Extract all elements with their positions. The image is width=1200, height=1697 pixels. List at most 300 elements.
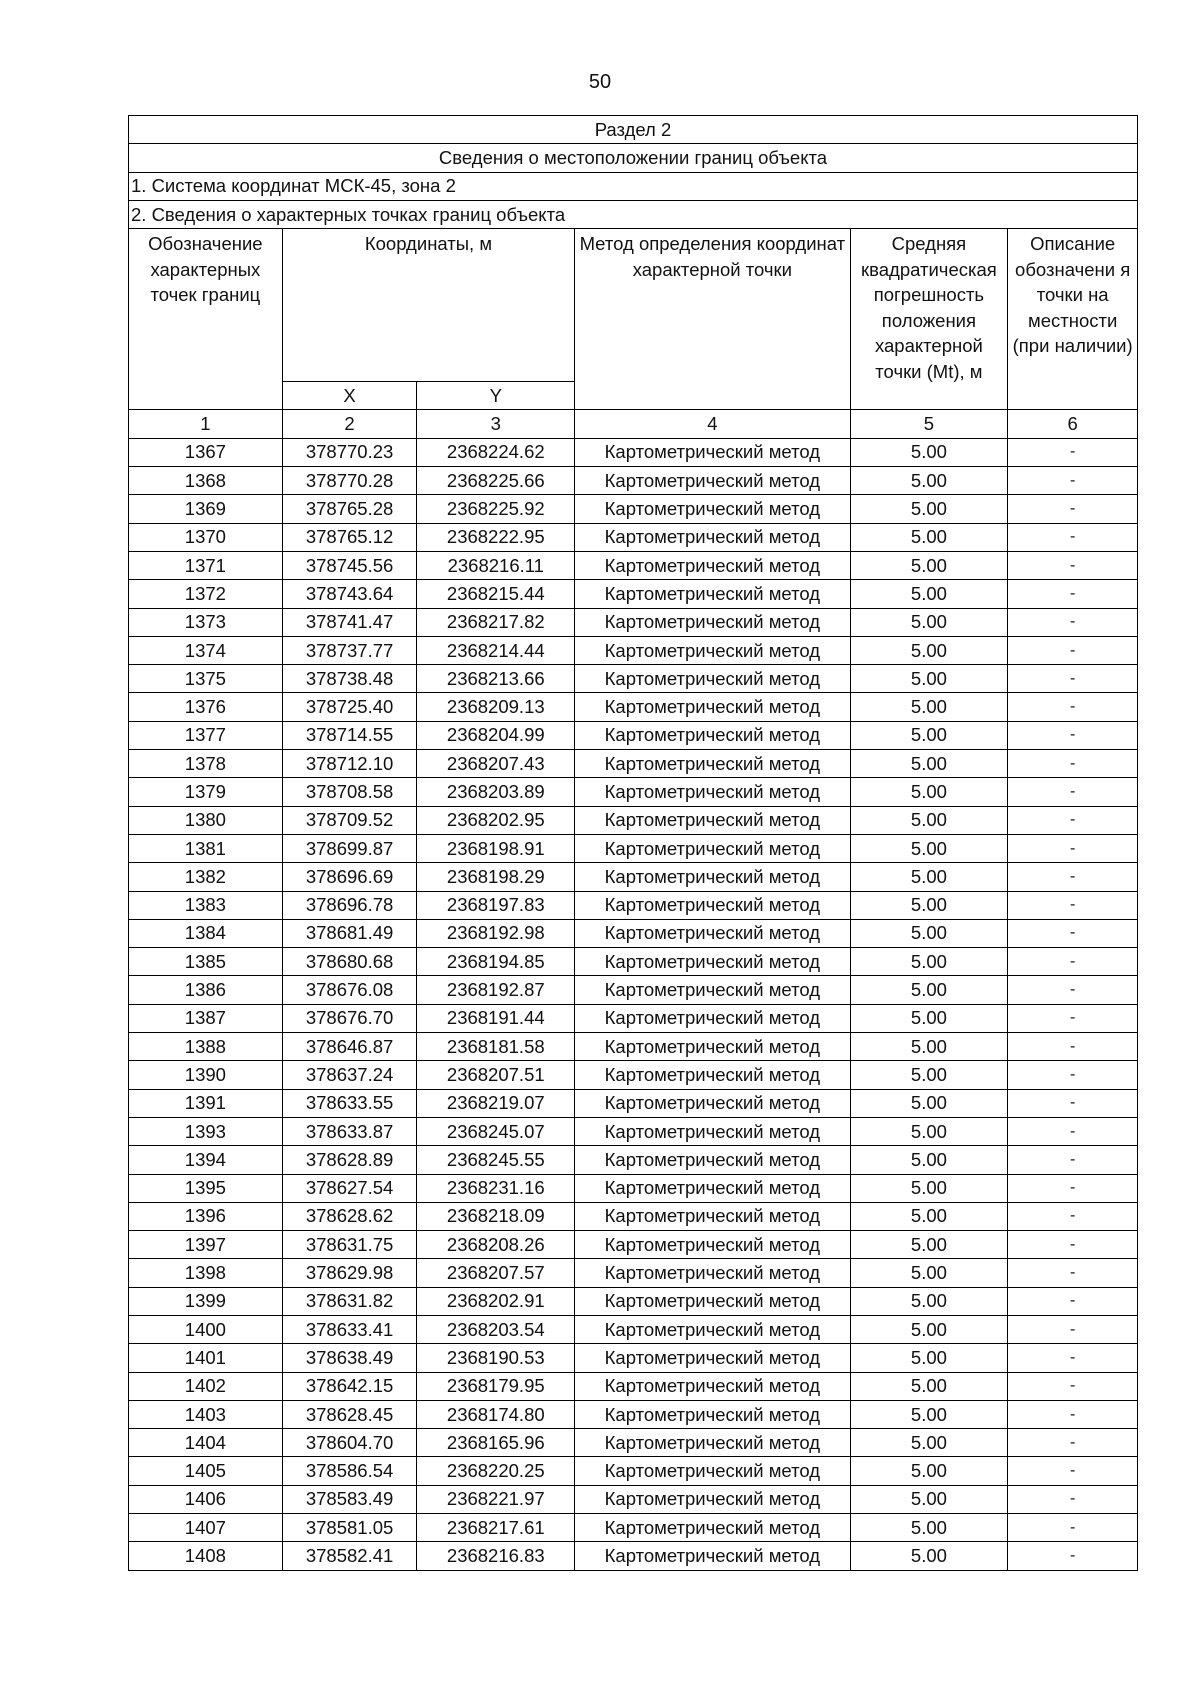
point-id-cell: 1398 [129, 1259, 283, 1287]
description-cell: - [1008, 948, 1138, 976]
description-cell: - [1008, 1457, 1138, 1485]
x-cell: 378770.23 [282, 438, 417, 466]
description-cell: - [1008, 1089, 1138, 1117]
description-cell: - [1008, 1146, 1138, 1174]
table-row [129, 1400, 1138, 1428]
method-cell: Картометрический метод [575, 863, 850, 891]
point-id-cell: 1375 [129, 665, 283, 693]
point-id-cell: 1383 [129, 891, 283, 919]
method-cell: Картометрический метод [575, 891, 850, 919]
error-cell: 5.00 [850, 1117, 1008, 1145]
method-cell: Картометрический метод [575, 948, 850, 976]
table-row [129, 1372, 1138, 1400]
table-row [129, 1429, 1138, 1457]
y-cell: 2368191.44 [417, 1004, 575, 1032]
y-cell: 2368245.55 [417, 1146, 575, 1174]
x-cell: 378642.15 [282, 1372, 417, 1400]
method-cell: Картометрический метод [575, 551, 850, 579]
point-id-cell: 1402 [129, 1372, 283, 1400]
x-cell: 378676.70 [282, 1004, 417, 1032]
method-cell: Картометрический метод [575, 976, 850, 1004]
method-cell: Картометрический метод [575, 1146, 850, 1174]
description-cell: - [1008, 778, 1138, 806]
table-row [129, 551, 1138, 579]
x-cell: 378631.75 [282, 1231, 417, 1259]
error-cell: 5.00 [850, 693, 1008, 721]
error-cell: 5.00 [850, 1259, 1008, 1287]
y-cell: 2368174.80 [417, 1400, 575, 1428]
x-cell: 378708.58 [282, 778, 417, 806]
x-cell: 378743.64 [282, 580, 417, 608]
x-cell: 378627.54 [282, 1174, 417, 1202]
description-cell: - [1008, 1202, 1138, 1230]
x-cell: 378712.10 [282, 750, 417, 778]
description-cell: - [1008, 551, 1138, 579]
error-cell: 5.00 [850, 1146, 1008, 1174]
header-row [129, 229, 1138, 382]
column-number: 1 [129, 410, 283, 438]
x-cell: 378696.69 [282, 863, 417, 891]
y-cell: 2368207.57 [417, 1259, 575, 1287]
x-cell: 378633.41 [282, 1315, 417, 1343]
x-cell: 378633.87 [282, 1117, 417, 1145]
table-row [129, 467, 1138, 495]
table-row [129, 665, 1138, 693]
point-id-cell: 1382 [129, 863, 283, 891]
method-cell: Картометрический метод [575, 1315, 850, 1343]
x-cell: 378696.78 [282, 891, 417, 919]
description-cell: - [1008, 1514, 1138, 1542]
x-cell: 378738.48 [282, 665, 417, 693]
point-id-cell: 1390 [129, 1061, 283, 1089]
error-cell: 5.00 [850, 1429, 1008, 1457]
point-id-cell: 1372 [129, 580, 283, 608]
table-row [129, 1287, 1138, 1315]
table-row [129, 976, 1138, 1004]
section-subtitle: Сведения о местоположении границ объекта [129, 144, 1138, 172]
y-cell: 2368231.16 [417, 1174, 575, 1202]
section-subtitle-row [129, 144, 1138, 172]
error-cell: 5.00 [850, 467, 1008, 495]
error-cell: 5.00 [850, 919, 1008, 947]
method-cell: Картометрический метод [575, 1514, 850, 1542]
point-id-cell: 1388 [129, 1033, 283, 1061]
header-method: Метод определения координат характерной точки [575, 229, 850, 410]
error-cell: 5.00 [850, 1542, 1008, 1570]
table-row [129, 636, 1138, 664]
description-cell: - [1008, 1061, 1138, 1089]
y-cell: 2368190.53 [417, 1344, 575, 1372]
y-cell: 2368192.87 [417, 976, 575, 1004]
description-cell: - [1008, 1372, 1138, 1400]
y-cell: 2368207.51 [417, 1061, 575, 1089]
x-cell: 378699.87 [282, 834, 417, 862]
error-cell: 5.00 [850, 1457, 1008, 1485]
description-cell: - [1008, 495, 1138, 523]
method-cell: Картометрический метод [575, 1033, 850, 1061]
method-cell: Картометрический метод [575, 1231, 850, 1259]
point-id-cell: 1374 [129, 636, 283, 664]
error-cell: 5.00 [850, 806, 1008, 834]
x-cell: 378714.55 [282, 721, 417, 749]
coord-system: 1. Система координат МСК-45, зона 2 [129, 172, 1138, 200]
x-cell: 378631.82 [282, 1287, 417, 1315]
description-cell: - [1008, 1004, 1138, 1032]
x-cell: 378633.55 [282, 1089, 417, 1117]
error-cell: 5.00 [850, 551, 1008, 579]
y-cell: 2368203.89 [417, 778, 575, 806]
description-cell: - [1008, 608, 1138, 636]
point-id-cell: 1394 [129, 1146, 283, 1174]
x-cell: 378770.28 [282, 467, 417, 495]
table-row [129, 523, 1138, 551]
method-cell: Картометрический метод [575, 1259, 850, 1287]
method-cell: Картометрический метод [575, 636, 850, 664]
description-cell: - [1008, 1259, 1138, 1287]
description-cell: - [1008, 1485, 1138, 1513]
error-cell: 5.00 [850, 976, 1008, 1004]
y-cell: 2368218.09 [417, 1202, 575, 1230]
x-cell: 378583.49 [282, 1485, 417, 1513]
error-cell: 5.00 [850, 1202, 1008, 1230]
point-id-cell: 1391 [129, 1089, 283, 1117]
error-cell: 5.00 [850, 1231, 1008, 1259]
description-cell: - [1008, 1117, 1138, 1145]
description-cell: - [1008, 1287, 1138, 1315]
method-cell: Картометрический метод [575, 1429, 850, 1457]
error-cell: 5.00 [850, 721, 1008, 749]
table-row [129, 1457, 1138, 1485]
y-cell: 2368217.82 [417, 608, 575, 636]
point-id-cell: 1377 [129, 721, 283, 749]
table-row [129, 1117, 1138, 1145]
method-cell: Картометрический метод [575, 1061, 850, 1089]
method-cell: Картометрический метод [575, 1542, 850, 1570]
y-cell: 2368198.29 [417, 863, 575, 891]
method-cell: Картометрический метод [575, 806, 850, 834]
y-cell: 2368224.62 [417, 438, 575, 466]
table-row [129, 438, 1138, 466]
table-row [129, 495, 1138, 523]
description-cell: - [1008, 834, 1138, 862]
y-cell: 2368245.07 [417, 1117, 575, 1145]
section-title-row [129, 116, 1138, 144]
y-cell: 2368192.98 [417, 919, 575, 947]
error-cell: 5.00 [850, 1400, 1008, 1428]
point-id-cell: 1369 [129, 495, 283, 523]
point-id-cell: 1380 [129, 806, 283, 834]
error-cell: 5.00 [850, 948, 1008, 976]
error-cell: 5.00 [850, 438, 1008, 466]
x-cell: 378629.98 [282, 1259, 417, 1287]
point-id-cell: 1381 [129, 834, 283, 862]
table-row [129, 863, 1138, 891]
method-cell: Картометрический метод [575, 495, 850, 523]
table-row [129, 1344, 1138, 1372]
method-cell: Картометрический метод [575, 467, 850, 495]
description-cell: - [1008, 438, 1138, 466]
error-cell: 5.00 [850, 636, 1008, 664]
x-cell: 378765.12 [282, 523, 417, 551]
point-id-cell: 1368 [129, 467, 283, 495]
x-cell: 378765.28 [282, 495, 417, 523]
boundary-points-table [128, 115, 1138, 1571]
x-cell: 378581.05 [282, 1514, 417, 1542]
table-row [129, 608, 1138, 636]
table-row [129, 1231, 1138, 1259]
y-cell: 2368203.54 [417, 1315, 575, 1343]
y-cell: 2368165.96 [417, 1429, 575, 1457]
error-cell: 5.00 [850, 495, 1008, 523]
method-cell: Картометрический метод [575, 1174, 850, 1202]
description-cell: - [1008, 1542, 1138, 1570]
table-row [129, 1004, 1138, 1032]
table-row [129, 750, 1138, 778]
method-cell: Картометрический метод [575, 721, 850, 749]
table-row [129, 580, 1138, 608]
x-cell: 378745.56 [282, 551, 417, 579]
description-cell: - [1008, 1400, 1138, 1428]
method-cell: Картометрический метод [575, 1485, 850, 1513]
error-cell: 5.00 [850, 1514, 1008, 1542]
point-id-cell: 1367 [129, 438, 283, 466]
table-row [129, 1089, 1138, 1117]
error-cell: 5.00 [850, 778, 1008, 806]
header-x: X [282, 382, 417, 410]
point-id-cell: 1399 [129, 1287, 283, 1315]
method-cell: Картометрический метод [575, 1287, 850, 1315]
y-cell: 2368204.99 [417, 721, 575, 749]
y-cell: 2368215.44 [417, 580, 575, 608]
table-row [129, 891, 1138, 919]
error-cell: 5.00 [850, 523, 1008, 551]
error-cell: 5.00 [850, 863, 1008, 891]
y-cell: 2368217.61 [417, 1514, 575, 1542]
x-cell: 378628.62 [282, 1202, 417, 1230]
method-cell: Картометрический метод [575, 1202, 850, 1230]
point-id-cell: 1397 [129, 1231, 283, 1259]
point-id-cell: 1403 [129, 1400, 283, 1428]
error-cell: 5.00 [850, 1485, 1008, 1513]
header-description: Описание обозначени я точки на местности (при наличии) [1008, 229, 1138, 410]
point-id-cell: 1406 [129, 1485, 283, 1513]
point-id-cell: 1407 [129, 1514, 283, 1542]
method-cell: Картометрический метод [575, 1089, 850, 1117]
x-cell: 378725.40 [282, 693, 417, 721]
x-cell: 378638.49 [282, 1344, 417, 1372]
description-cell: - [1008, 919, 1138, 947]
error-cell: 5.00 [850, 1061, 1008, 1089]
y-cell: 2368214.44 [417, 636, 575, 664]
method-cell: Картометрический метод [575, 608, 850, 636]
table-row [129, 1315, 1138, 1343]
header-y: Y [417, 382, 575, 410]
error-cell: 5.00 [850, 1033, 1008, 1061]
point-id-cell: 1395 [129, 1174, 283, 1202]
page-number: 50 [588, 71, 612, 93]
x-cell: 378737.77 [282, 636, 417, 664]
method-cell: Картометрический метод [575, 1344, 850, 1372]
table-row [129, 1542, 1138, 1570]
point-id-cell: 1370 [129, 523, 283, 551]
description-cell: - [1008, 523, 1138, 551]
method-cell: Картометрический метод [575, 750, 850, 778]
section-title: Раздел 2 [129, 116, 1138, 144]
table-row [129, 1061, 1138, 1089]
x-cell: 378709.52 [282, 806, 417, 834]
y-cell: 2368208.26 [417, 1231, 575, 1259]
header-coordinates: Координаты, м [282, 229, 574, 382]
method-cell: Картометрический метод [575, 580, 850, 608]
description-cell: - [1008, 693, 1138, 721]
table-row [129, 1514, 1138, 1542]
description-cell: - [1008, 665, 1138, 693]
point-id-cell: 1379 [129, 778, 283, 806]
y-cell: 2368220.25 [417, 1457, 575, 1485]
error-cell: 5.00 [850, 750, 1008, 778]
x-cell: 378680.68 [282, 948, 417, 976]
y-cell: 2368181.58 [417, 1033, 575, 1061]
point-id-cell: 1400 [129, 1315, 283, 1343]
error-cell: 5.00 [850, 1344, 1008, 1372]
x-cell: 378741.47 [282, 608, 417, 636]
description-cell: - [1008, 750, 1138, 778]
method-cell: Картометрический метод [575, 1004, 850, 1032]
point-id-cell: 1396 [129, 1202, 283, 1230]
description-cell: - [1008, 1174, 1138, 1202]
description-cell: - [1008, 1231, 1138, 1259]
error-cell: 5.00 [850, 1372, 1008, 1400]
x-cell: 378586.54 [282, 1457, 417, 1485]
method-cell: Картометрический метод [575, 1457, 850, 1485]
point-id-cell: 1373 [129, 608, 283, 636]
points-heading: 2. Сведения о характерных точках границ объекта [129, 200, 1138, 228]
y-cell: 2368216.83 [417, 1542, 575, 1570]
x-cell: 378681.49 [282, 919, 417, 947]
y-cell: 2368207.43 [417, 750, 575, 778]
point-id-cell: 1384 [129, 919, 283, 947]
description-cell: - [1008, 806, 1138, 834]
y-cell: 2368202.91 [417, 1287, 575, 1315]
column-number: 6 [1008, 410, 1138, 438]
point-id-cell: 1405 [129, 1457, 283, 1485]
table-row [129, 1259, 1138, 1287]
x-cell: 378582.41 [282, 1542, 417, 1570]
table-row [129, 778, 1138, 806]
table-row [129, 1202, 1138, 1230]
method-cell: Картометрический метод [575, 1372, 850, 1400]
method-cell: Картометрический метод [575, 1400, 850, 1428]
error-cell: 5.00 [850, 1089, 1008, 1117]
point-id-cell: 1393 [129, 1117, 283, 1145]
y-cell: 2368179.95 [417, 1372, 575, 1400]
y-cell: 2368219.07 [417, 1089, 575, 1117]
point-id-cell: 1371 [129, 551, 283, 579]
description-cell: - [1008, 1033, 1138, 1061]
point-id-cell: 1408 [129, 1542, 283, 1570]
table-row [129, 1485, 1138, 1513]
x-cell: 378604.70 [282, 1429, 417, 1457]
method-cell: Картометрический метод [575, 1117, 850, 1145]
table-row [129, 834, 1138, 862]
method-cell: Картометрический метод [575, 778, 850, 806]
y-cell: 2368225.92 [417, 495, 575, 523]
y-cell: 2368221.97 [417, 1485, 575, 1513]
description-cell: - [1008, 721, 1138, 749]
method-cell: Картометрический метод [575, 693, 850, 721]
x-cell: 378637.24 [282, 1061, 417, 1089]
description-cell: - [1008, 1429, 1138, 1457]
description-cell: - [1008, 580, 1138, 608]
point-id-cell: 1378 [129, 750, 283, 778]
table-row [129, 693, 1138, 721]
column-numbers-row [129, 410, 1138, 438]
point-id-cell: 1376 [129, 693, 283, 721]
error-cell: 5.00 [850, 1287, 1008, 1315]
error-cell: 5.00 [850, 1004, 1008, 1032]
description-cell: - [1008, 636, 1138, 664]
point-id-cell: 1387 [129, 1004, 283, 1032]
y-cell: 2368216.11 [417, 551, 575, 579]
table-row [129, 919, 1138, 947]
point-id-cell: 1385 [129, 948, 283, 976]
table-row [129, 1146, 1138, 1174]
method-cell: Картометрический метод [575, 665, 850, 693]
error-cell: 5.00 [850, 891, 1008, 919]
table-row [129, 948, 1138, 976]
column-number: 3 [417, 410, 575, 438]
method-cell: Картометрический метод [575, 834, 850, 862]
x-cell: 378628.45 [282, 1400, 417, 1428]
y-cell: 2368222.95 [417, 523, 575, 551]
y-cell: 2368213.66 [417, 665, 575, 693]
error-cell: 5.00 [850, 665, 1008, 693]
error-cell: 5.00 [850, 834, 1008, 862]
description-cell: - [1008, 976, 1138, 1004]
point-id-cell: 1386 [129, 976, 283, 1004]
column-number: 4 [575, 410, 850, 438]
y-cell: 2368225.66 [417, 467, 575, 495]
point-id-cell: 1404 [129, 1429, 283, 1457]
error-cell: 5.00 [850, 580, 1008, 608]
description-cell: - [1008, 1344, 1138, 1372]
y-cell: 2368209.13 [417, 693, 575, 721]
error-cell: 5.00 [850, 608, 1008, 636]
y-cell: 2368197.83 [417, 891, 575, 919]
method-cell: Картометрический метод [575, 438, 850, 466]
description-cell: - [1008, 891, 1138, 919]
x-cell: 378646.87 [282, 1033, 417, 1061]
points-heading-row [129, 200, 1138, 228]
error-cell: 5.00 [850, 1315, 1008, 1343]
column-number: 5 [850, 410, 1008, 438]
table-row [129, 1033, 1138, 1061]
y-cell: 2368198.91 [417, 834, 575, 862]
error-cell: 5.00 [850, 1174, 1008, 1202]
header-error: Средняя квадратическая погрешность положения характерной точки (Mt), м [850, 229, 1008, 410]
y-cell: 2368202.95 [417, 806, 575, 834]
x-cell: 378628.89 [282, 1146, 417, 1174]
method-cell: Картометрический метод [575, 919, 850, 947]
column-number: 2 [282, 410, 417, 438]
point-id-cell: 1401 [129, 1344, 283, 1372]
header-designation: Обозначение характерных точек границ [129, 229, 283, 410]
table-row [129, 806, 1138, 834]
table-row [129, 1174, 1138, 1202]
table-row [129, 721, 1138, 749]
description-cell: - [1008, 863, 1138, 891]
description-cell: - [1008, 467, 1138, 495]
